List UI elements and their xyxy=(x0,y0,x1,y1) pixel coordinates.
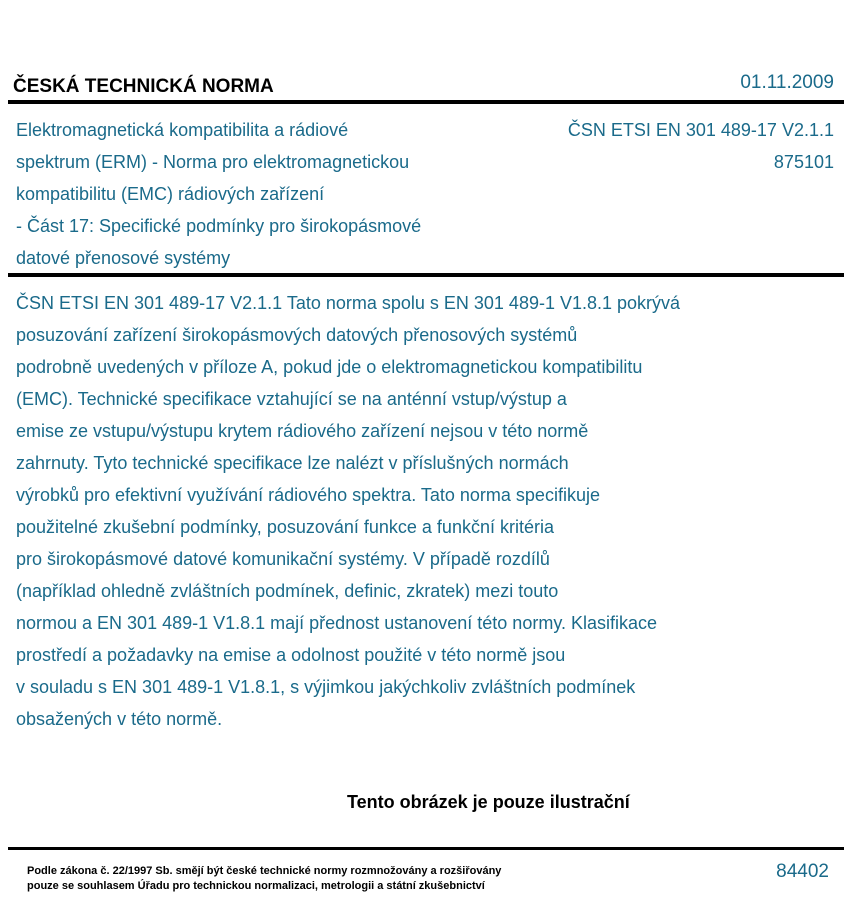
copyright-line: Podle zákona č. 22/1997 Sb. smějí být české technické normy rozmnožovány a rozšiřovány xyxy=(27,865,502,877)
abstract-line: emise ze vstupu/výstupu krytem rádiového zařízení nejsou v této normě xyxy=(16,421,589,441)
abstract-line: podrobně uvedených v příloze A, pokud jde o elektromagnetickou kompatibilitu xyxy=(16,357,643,377)
title-divider xyxy=(8,273,844,277)
copyright-notice xyxy=(27,864,501,894)
abstract-line: pro širokopásmové datové komunikační systémy. V případě rozdílů xyxy=(16,549,550,569)
abstract-line: (například ohledně zvláštních podmínek, definic, zkratek) mezi touto xyxy=(16,581,559,601)
illustration-notice: Tento obrázek je pouze ilustrační xyxy=(347,792,630,812)
abstract-text xyxy=(16,287,846,735)
standard-title-line: datové přenosové systémy xyxy=(16,248,231,268)
abstract-line: obsažených v této normě. xyxy=(16,709,223,729)
abstract-line: v souladu s EN 301 489-1 V1.8.1, s výjimkou jakýchkoliv zvláštních podmínek xyxy=(16,677,636,697)
standard-title-line: - Část 17: Specifické podmínky pro širokopásmové xyxy=(16,216,422,236)
abstract-line: použitelné zkušební podmínky, posuzování funkce a funkční kritéria xyxy=(16,517,554,537)
document-code: 84402 xyxy=(776,861,829,882)
copyright-line: pouze se souhlasem Úřadu pro technickou normalizaci, metrologii a státní zkušebnictví xyxy=(27,880,485,892)
footer-divider xyxy=(8,847,844,850)
standard-title xyxy=(16,114,516,274)
abstract-line: posuzování zařízení širokopásmových datových přenosových systémů xyxy=(16,325,578,345)
abstract-line: výrobků pro efektivní využívání rádiového spektra. Tato norma specifikuje xyxy=(16,485,600,505)
abstract-line: ČSN ETSI EN 301 489-17 V2.1.1 Tato norma spolu s EN 301 489-1 V1.8.1 pokrývá xyxy=(16,293,681,313)
header-divider xyxy=(8,100,844,104)
abstract-line: prostředí a požadavky na emise a odolnost použité v této normě jsou xyxy=(16,645,566,665)
abstract-line: normou a EN 301 489-1 V1.8.1 mají přednost ustanovení této normy. Klasifikace xyxy=(16,613,658,633)
standard-title-line: spektrum (ERM) - Norma pro elektromagnetickou xyxy=(16,152,410,172)
standard-identifiers xyxy=(568,114,834,178)
page-title: ČESKÁ TECHNICKÁ NORMA xyxy=(13,76,274,97)
abstract-line: zahrnuty. Tyto technické specifikace lze nalézt v příslušných normách xyxy=(16,453,569,473)
abstract-line: (EMC). Technické specifikace vztahující se na anténní vstup/výstup a xyxy=(16,389,567,409)
publication-date: 01.11.2009 xyxy=(740,72,834,93)
classification-code: 875101 xyxy=(773,152,834,172)
standard-title-line: kompatibilitu (EMC) rádiových zařízení xyxy=(16,184,325,204)
standard-designation: ČSN ETSI EN 301 489-17 V2.1.1 xyxy=(567,120,834,140)
standard-title-line: Elektromagnetická kompatibilita a rádiové xyxy=(16,120,349,140)
